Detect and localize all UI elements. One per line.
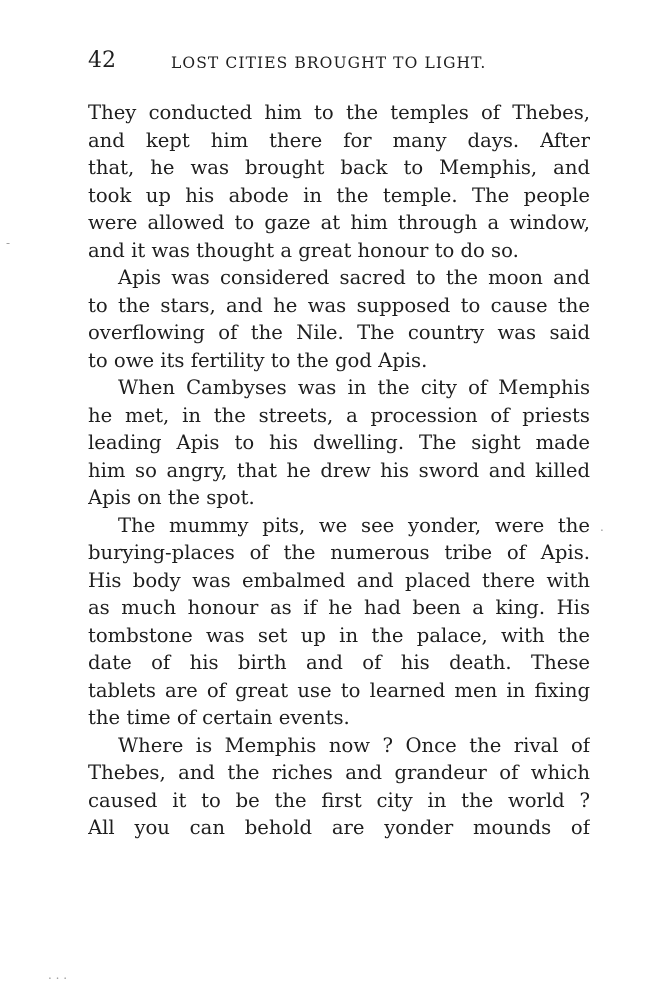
- page-number: 42: [88, 48, 116, 73]
- text-line: Apis on the spot.: [88, 486, 255, 509]
- text-line: that, he was brought back to Memphis, and: [88, 156, 590, 179]
- text-line: the time of certain events.: [88, 706, 350, 729]
- text-line: When Cambyses was in the city of Memphis: [118, 376, 590, 399]
- margin-speck: .: [600, 520, 604, 534]
- text-line: Thebes, and the riches and grandeur of which: [88, 761, 590, 784]
- text-line: to owe its fertility to the god Apis.: [88, 348, 428, 372]
- text-line: he met, in the streets, a procession of priests: [88, 403, 590, 427]
- text-line: tablets are of great use to learned men in fixing: [88, 678, 590, 702]
- text-line: him so angry, that he drew his sword and killed: [88, 458, 590, 482]
- margin-speck: -: [6, 236, 11, 250]
- text-line: burying-places of the numerous tribe of Apis.: [88, 541, 590, 564]
- text-line: leading Apis to his dwelling. The sight made: [88, 431, 590, 454]
- text-line: Apis was considered sacred to the moon and: [118, 266, 590, 289]
- text-line: and kept him there for many days. After: [88, 128, 590, 152]
- body-text: [88, 99, 590, 842]
- text-line: All you can behold are yonder mounds of: [88, 816, 590, 839]
- text-line: and it was thought a great honour to do so.: [88, 238, 519, 262]
- text-line: Where is Memphis now ? Once the rival of: [118, 733, 590, 757]
- text-line: were allowed to gaze at him through a window,: [88, 211, 590, 234]
- text-line: date of his birth and of his death. These: [88, 651, 590, 674]
- text-line: took up his abode in the temple. The people: [88, 183, 590, 207]
- running-title: LOST CITIES BROUGHT TO LIGHT.: [171, 54, 487, 72]
- margin-speck: . . .: [48, 968, 68, 982]
- page-header: [88, 44, 600, 78]
- text-line: tombstone was set up in the palace, with the: [88, 623, 590, 647]
- text-line: His body was embalmed and placed there with: [88, 568, 590, 592]
- text-line: overflowing of the Nile. The country was said: [88, 321, 590, 344]
- text-line: The mummy pits, we see yonder, were the: [118, 513, 590, 537]
- text-line: caused it to be the first city in the world ?: [88, 788, 590, 812]
- text-line: to the stars, and he was supposed to cause the: [88, 293, 590, 317]
- text-line: They conducted him to the temples of Thebes,: [88, 101, 590, 124]
- text-line: as much honour as if he had been a king. His: [88, 596, 590, 619]
